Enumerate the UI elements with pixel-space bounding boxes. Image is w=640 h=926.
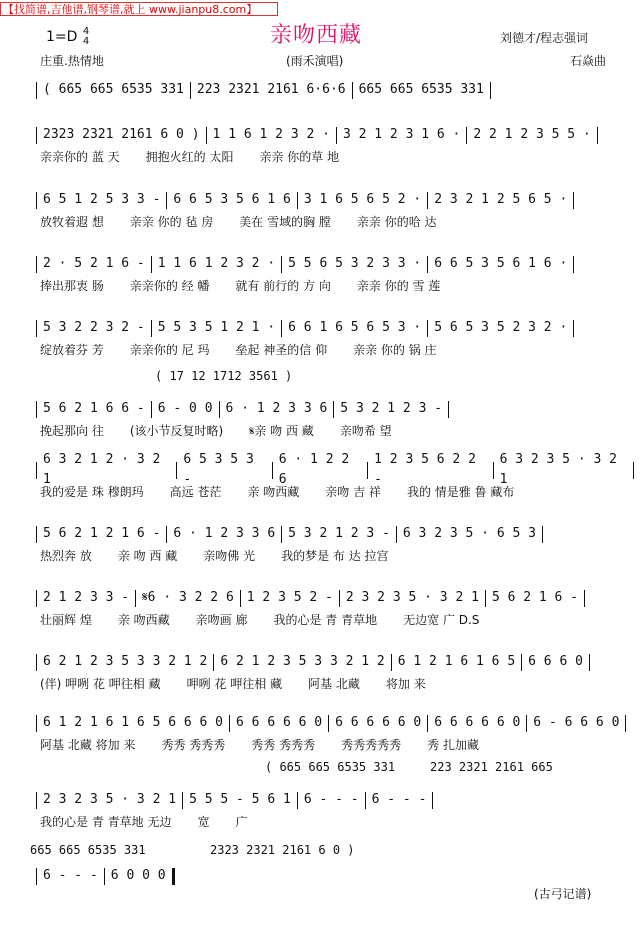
lyric-phrase: (伴) 呷咧 花 呷往相 藏 [40, 677, 161, 691]
lyric-phrase: 将加 来 [385, 677, 426, 691]
notation-line [30, 80, 497, 100]
barline [36, 526, 37, 543]
barline [281, 320, 282, 337]
measure: 6 6 6 6 6 0 [434, 715, 521, 730]
measure: 6 3 2 3 5 · 6 5 3 [402, 526, 536, 541]
barline [365, 792, 366, 809]
measure: 2323 2321 2161 6 0 ) [43, 127, 200, 142]
lyric-phrase: 秀秀 秀秀秀 [251, 738, 316, 752]
measure: 6 5 1 2 5 3 3 - [43, 192, 161, 207]
measure: 6 6 6 6 6 0 [335, 715, 422, 730]
lyric-phrase: 宽 [197, 815, 210, 829]
lyric-phrase: 亲亲 你的草 地 [259, 150, 340, 164]
score-line [0, 190, 640, 250]
lyric-line [40, 813, 273, 830]
barline [573, 192, 574, 209]
transcriber-credit: (古弓记谱) [534, 887, 592, 901]
measure: 6 5 3 5 3 - [183, 452, 254, 487]
notation-line [30, 318, 580, 338]
measure: 2 3 2 3 5 · 3 2 1 [43, 792, 177, 807]
measure: 1 1 6 1 2 3 2 · [212, 127, 330, 142]
barline [281, 256, 282, 273]
score-line [0, 588, 640, 648]
lyric-phrase: 放牧着遐 想 [40, 215, 104, 229]
notation-line [30, 524, 549, 544]
lyric-line [40, 148, 365, 165]
lyric-phrase: 亲亲你的 经 幡 [129, 279, 210, 293]
notation-line [30, 399, 455, 419]
measure: 5 5 3 5 1 2 1 · [157, 320, 276, 335]
lyric-phrase: 美在 雪域的胸 膛 [239, 215, 331, 229]
barline [36, 715, 37, 732]
measure: 5 6 2 1 6 - [491, 590, 579, 605]
measure: 5 6 2 1 2 1 6 - [43, 526, 161, 541]
notation-line [30, 588, 591, 608]
barline [573, 320, 574, 337]
measure: 6 - - - [371, 792, 427, 807]
measure: 5 5 6 5 3 2 3 3 · [288, 256, 422, 271]
measure: 1 2 3 5 2 - [246, 590, 333, 605]
score-line [0, 524, 640, 584]
lyric-phrase: 我的 情是雅 鲁 藏布 [406, 485, 515, 499]
measure: 6 6 5 3 5 6 1 6 [173, 192, 291, 207]
notation-line [30, 652, 596, 672]
measure: 6 - - - [43, 868, 98, 883]
lyric-phrase: 拥抱火红的 太阳 [145, 150, 234, 164]
barline [297, 792, 298, 809]
lyric-line [40, 277, 466, 294]
lyric-phrase: 亲亲你的 蓝 天 [40, 150, 120, 164]
barline [328, 715, 329, 732]
barline [36, 82, 37, 99]
measure: 5 5 5 - 5 6 1 [189, 792, 291, 807]
barline [427, 715, 428, 732]
lyric-phrase: 𝄋亲 吻 西 藏 [249, 424, 314, 438]
lyric-phrase: 垒起 神圣的信 仰 [235, 343, 328, 357]
song-title: 亲吻西藏 [270, 23, 363, 48]
lyric-phrase: 亲吻画 廊 [195, 613, 248, 627]
accompaniment-line: 2323 2321 2161 6 0 ) [210, 843, 355, 857]
measure: ( 665 665 6535 331 [43, 82, 184, 97]
score-line [0, 713, 640, 773]
accompaniment-line: ( 17 12 1712 3561 ) [155, 369, 293, 383]
key-text: 1=D [46, 29, 78, 45]
lyric-phrase: 挽起那向 往 [40, 424, 104, 438]
barline [135, 590, 136, 607]
barline [396, 526, 397, 543]
score-line [0, 790, 640, 857]
barline [573, 256, 574, 273]
barline [597, 127, 598, 144]
barline [521, 654, 522, 671]
barline [36, 590, 37, 607]
barline [297, 192, 298, 209]
lyric-phrase: 亲吻佛 光 [203, 549, 256, 563]
lyric-line [40, 422, 418, 439]
barline [36, 868, 37, 885]
measure: 665 665 6535 331 [358, 82, 484, 97]
notation-line [30, 254, 580, 274]
barline [166, 526, 167, 543]
measure: 5 3 2 1 2 3 - [340, 401, 443, 416]
barline [36, 320, 37, 337]
measure: 6 2 1 2 3 5 3 3 2 1 2 [43, 654, 208, 669]
measure: 6 - 0 0 [157, 401, 213, 416]
measure: 6 · 1 2 3 3 6 [173, 526, 276, 541]
lyric-phrase: 秀秀秀秀秀 [341, 738, 402, 752]
lyric-phrase: 捧出那衷 肠 [40, 279, 104, 293]
measure: 1 2 3 5 6 2 2 - [374, 452, 476, 487]
lyric-phrase: 亲亲你的 尼 玛 [129, 343, 210, 357]
barline [633, 462, 634, 479]
barline [526, 715, 527, 732]
barline [432, 792, 433, 809]
measure: 6 0 0 0 [110, 868, 166, 883]
accompaniment-line: ( 665 665 6535 331 [265, 760, 396, 774]
lyric-phrase: 秀秀 秀秀秀 [161, 738, 226, 752]
barline [36, 192, 37, 209]
measure: 2 3 2 1 2 5 6 5 · [434, 192, 568, 207]
notation-line [30, 452, 640, 487]
barline [166, 192, 167, 209]
lyric-phrase: 亲 吻西藏 [247, 485, 300, 499]
barline [190, 82, 191, 99]
time-signature [83, 27, 89, 47]
barline [427, 256, 428, 273]
lyric-phrase: 壮丽辉 煌 [40, 613, 92, 627]
barline [151, 256, 152, 273]
measure: 6 6 1 6 5 6 5 3 · [288, 320, 422, 335]
barline [367, 462, 368, 479]
barline [448, 401, 449, 418]
lyric-phrase: 我的爱是 珠 穆朗玛 [40, 485, 144, 499]
lyric-phrase: 就有 前行的 方 向 [235, 279, 331, 293]
lyric-line [40, 547, 415, 564]
lyric-line [40, 736, 505, 753]
measure: 6 - - - [303, 792, 359, 807]
measure: 6 - 6 6 6 0 [533, 715, 620, 730]
barline [333, 401, 334, 418]
lyric-phrase: 绽放着芬 芳 [40, 343, 104, 357]
notation-line [30, 790, 439, 810]
score-line [0, 652, 640, 712]
measure: 6 · 1 2 2 6 [278, 452, 350, 487]
lyric-phrase: 我的梦是 布 达 拉宫 [281, 549, 389, 563]
barline [625, 715, 626, 732]
measure: 5 3 2 2 3 2 - [43, 320, 145, 335]
barline [104, 868, 105, 885]
barline [427, 192, 428, 209]
barline [36, 256, 37, 273]
barline [213, 654, 214, 671]
barline [182, 792, 183, 809]
time-top: 4 [82, 26, 90, 37]
time-bottom: 4 [82, 36, 90, 47]
barline [466, 127, 467, 144]
lyric-phrase: 热烈奔 放 [40, 549, 92, 563]
barline [176, 462, 177, 479]
measure: 6 3 2 1 2 · 3 2 1 [42, 452, 161, 487]
lyric-line [40, 611, 505, 628]
singer: (雨禾演唱) [286, 54, 344, 68]
measure: 2 3 2 3 5 · 3 2 1 [345, 590, 479, 605]
barline [336, 127, 337, 144]
barline [36, 654, 37, 671]
measure: 6 2 1 2 3 5 3 3 2 1 2 [220, 654, 385, 669]
measure: 5 6 2 1 6 6 - [43, 401, 145, 416]
barline [240, 590, 241, 607]
barline [589, 654, 590, 671]
measure: 6 6 6 0 [528, 654, 583, 669]
tempo-marking: 庄重.热情地 [40, 54, 104, 68]
measure: 5 6 5 3 5 2 3 2 · [434, 320, 568, 335]
lyric-phrase: 广 [235, 815, 248, 829]
lyric-line [40, 483, 540, 500]
lyric-phrase: 我的心是 青 青草地 [273, 613, 378, 627]
lyric-phrase: 我的心是 青 青草地 无边 [40, 815, 172, 829]
barline [36, 401, 37, 418]
lyric-phrase: 亲亲 你的 雪 莲 [356, 279, 441, 293]
score-line [0, 318, 640, 383]
notation-line [30, 190, 580, 210]
barline [151, 320, 152, 337]
measure: 223 2321 2161 6·6·6 [196, 82, 346, 97]
lyric-phrase: 亲 吻西藏 [117, 613, 170, 627]
lyric-phrase: 亲 吻 西 藏 [117, 549, 178, 563]
barline [427, 320, 428, 337]
lyric-line [40, 341, 463, 358]
barline [352, 82, 353, 99]
barline [229, 715, 230, 732]
barline [281, 526, 282, 543]
measure: 3 2 1 2 3 1 6 · [342, 127, 461, 142]
measure: 3 1 6 5 6 5 2 · [303, 192, 422, 207]
lyric-phrase: 亲吻希 望 [339, 424, 392, 438]
measure: 6 6 6 6 6 0 [236, 715, 323, 730]
lyric-phrase: 无边宽 广 D.S [403, 613, 480, 627]
notation-line [30, 866, 181, 886]
measure: 6 · 1 2 3 3 6 [225, 401, 328, 416]
barline [272, 462, 273, 479]
measure: 5 3 2 1 2 3 - [288, 526, 390, 541]
lyric-phrase: 亲吻 吉 祥 [325, 485, 381, 499]
barline [490, 82, 491, 99]
measure: 6 3 2 3 5 · 3 2 1 [499, 452, 617, 487]
lyricist: 刘德才/程志强词 [500, 31, 589, 45]
score-line [0, 254, 640, 314]
lyric-phrase: 呷咧 花 呷往相 藏 [186, 677, 283, 691]
lyric-phrase: 亲亲 你的 毡 房 [129, 215, 214, 229]
barline [493, 462, 494, 479]
measure: 6 1 2 1 6 1 6 5 6 6 6 0 [43, 715, 224, 730]
barline [36, 127, 37, 144]
measure: 2 1 2 3 3 - [43, 590, 130, 605]
measure: 1 1 6 1 2 3 2 · [157, 256, 276, 271]
barline [391, 654, 392, 671]
barline [172, 868, 175, 885]
lyric-phrase: 亲亲 你的 锅 庄 [353, 343, 437, 357]
lyric-line [40, 675, 452, 692]
lyric-phrase: 亲亲 你的哈 达 [356, 215, 437, 229]
accompaniment-line: 223 2321 2161 665 [430, 760, 553, 774]
composer: 石焱曲 [570, 54, 607, 68]
barline [219, 401, 220, 418]
lyric-phrase: 高远 苍茫 [169, 485, 222, 499]
key-signature [46, 27, 89, 47]
measure: 2 2 1 2 3 5 5 · [473, 127, 591, 142]
measure: 6 1 2 1 6 1 6 5 [397, 654, 516, 669]
lyric-phrase: 阿基 北藏 [308, 677, 360, 691]
lyric-phrase: (该小节反复时略) [129, 424, 224, 438]
measure: 6 6 5 3 5 6 1 6 · [434, 256, 568, 271]
accompaniment-line: 665 665 6535 331 [30, 843, 146, 857]
lyric-phrase: 阿基 北藏 将加 来 [40, 738, 136, 752]
site-banner[interactable]: 【找简谱,吉他谱,钢琴谱,就上 www.jianpu8.com】 [0, 2, 278, 16]
barline [485, 590, 486, 607]
score-line [0, 452, 640, 520]
measure: 2 · 5 2 1 6 - [43, 256, 145, 271]
barline [36, 792, 37, 809]
barline [151, 401, 152, 418]
score-line [0, 125, 640, 185]
barline [206, 127, 207, 144]
barline [339, 590, 340, 607]
notation-line [30, 125, 604, 145]
barline [584, 590, 585, 607]
lyric-phrase: 秀 扎加藏 [427, 738, 479, 752]
lyric-line [40, 213, 463, 230]
barline [542, 526, 543, 543]
barline [36, 462, 37, 479]
measure: 𝄋6 · 3 2 2 6 [142, 590, 234, 605]
notation-line [30, 713, 632, 733]
